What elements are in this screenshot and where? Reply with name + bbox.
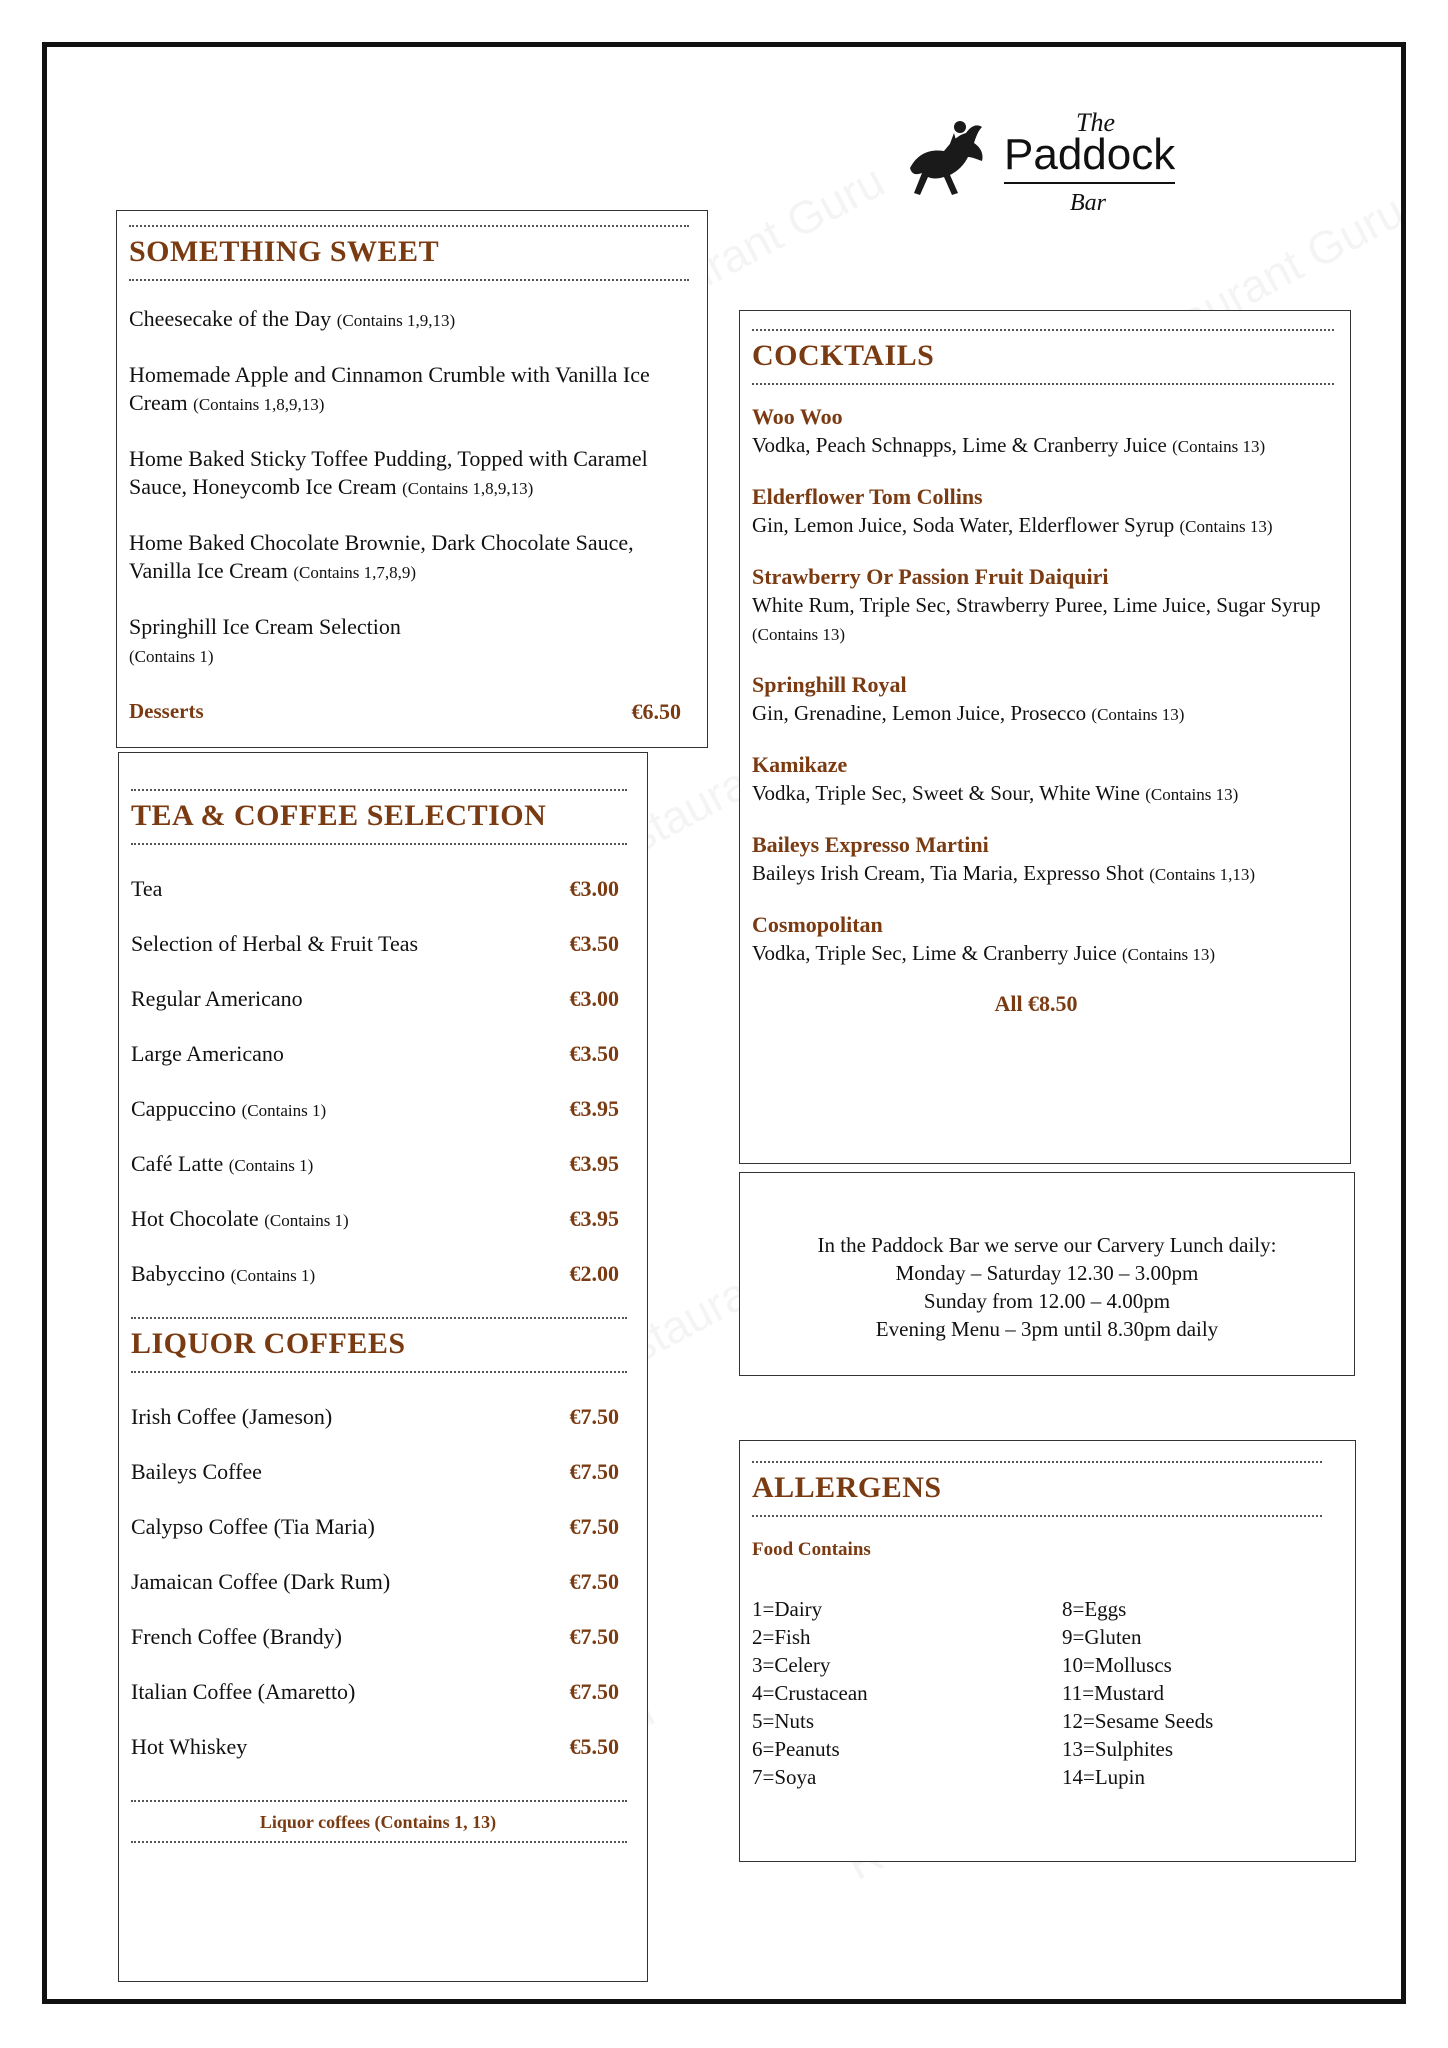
allergen-entry: 12=Sesame Seeds (1062, 1709, 1214, 1733)
carvery-line: In the Paddock Bar we serve our Carvery Lunch daily: (817, 1233, 1277, 1257)
tea-list (131, 861, 619, 1301)
menu-row (131, 1026, 619, 1081)
allergen-entry: 2=Fish (752, 1625, 811, 1649)
allergen-note: (Contains 1,8,9,13) (193, 395, 325, 414)
item-name: Babyccino (131, 1260, 226, 1286)
item-name: Cappuccino (131, 1095, 237, 1121)
dessert-item (129, 529, 689, 587)
allergen-note: (Contains 1) (230, 1265, 316, 1285)
item-label (131, 876, 162, 902)
cocktail-name: Cosmopolitan (752, 912, 883, 937)
cocktails-price: All €8.50 (994, 991, 1078, 1016)
item-name: Large Americano (131, 1040, 284, 1066)
desserts-price-row (129, 699, 681, 725)
allergen-note: (Contains 1,13) (1149, 865, 1255, 884)
allergen-note: (Contains 13) (1091, 705, 1185, 724)
cocktails-section (739, 310, 1351, 1164)
item-name: Calypso Coffee (Tia Maria) (131, 1513, 375, 1539)
cocktail-desc: White Rum, Triple Sec, Strawberry Puree, Lime Juice, Sugar Syrup (752, 593, 1321, 617)
dessert-name: Home Baked Sticky Toffee Pudding, Topped with Caramel Sauce, Honeycomb Ice Cream (129, 446, 648, 499)
cocktail-desc-line (752, 591, 1338, 649)
menu-row (131, 1136, 619, 1191)
allergen-note: (Contains 13) (1172, 437, 1266, 456)
cocktail-list (752, 403, 1338, 969)
section-title: COCKTAILS (752, 339, 935, 372)
cocktail-name: Baileys Expresso Martini (752, 832, 989, 857)
divider (131, 1841, 627, 1843)
allergen-entry: 14=Lupin (1062, 1765, 1146, 1789)
dessert-item (129, 305, 689, 335)
divider (131, 1371, 627, 1373)
item-price: €3.00 (569, 985, 619, 1011)
divider (131, 1800, 627, 1802)
allergen-note: (Contains 13) (1145, 785, 1239, 804)
dessert-name: Springhill Ice Cream Selection (129, 614, 401, 639)
dessert-item (129, 361, 689, 419)
cocktail-item (752, 563, 1338, 649)
item-name: Café Latte (131, 1150, 224, 1176)
item-label (131, 986, 303, 1012)
section-title: TEA & COFFEE SELECTION (131, 799, 547, 832)
divider (752, 1461, 1322, 1463)
dessert-name: Homemade Apple and Cinnamon Crumble with Vanilla Ice Cream (129, 362, 650, 415)
carvery-line: Monday – Saturday 12.30 – 3.00pm (895, 1261, 1199, 1285)
dessert-item (129, 613, 689, 671)
allergen-note: (Contains 1) (228, 1155, 314, 1175)
menu-row (131, 1719, 619, 1774)
dessert-list (129, 305, 689, 671)
section-title: ALLERGENS (752, 1471, 942, 1504)
cocktail-desc: Gin, Lemon Juice, Soda Water, Elderflower Syrup (752, 513, 1175, 537)
item-price: €7.50 (569, 1513, 619, 1539)
allergen-note: (Contains 1) (241, 1100, 327, 1120)
item-label (131, 1206, 349, 1232)
cocktail-desc-line (752, 779, 1338, 809)
allergen-note: (Contains 1,9,13) (336, 311, 456, 330)
allergen-entry: 4=Crustacean (752, 1681, 868, 1705)
menu-row (131, 1389, 619, 1444)
item-price: €3.95 (569, 1150, 619, 1176)
cocktail-item (752, 751, 1338, 809)
desserts-price: €6.50 (631, 699, 681, 724)
cocktail-desc: Vodka, Triple Sec, Lime & Cranberry Juice (752, 941, 1117, 965)
item-price: €7.50 (569, 1403, 619, 1429)
liquor-footer: Liquor coffees (Contains 1, 13) (259, 1812, 497, 1832)
cocktail-item (752, 483, 1338, 541)
allergen-entry: 7=Soya (752, 1765, 817, 1789)
cocktail-desc: Vodka, Peach Schnapps, Lime & Cranberry Juice (752, 433, 1167, 457)
something-sweet-section (116, 210, 708, 748)
item-label (131, 1041, 284, 1067)
cocktail-name: Kamikaze (752, 752, 848, 777)
cocktail-name: Elderflower Tom Collins (752, 484, 983, 509)
cocktail-item (752, 403, 1338, 461)
menu-row (131, 1554, 619, 1609)
allergen-entry: 10=Molluscs (1062, 1653, 1172, 1677)
item-price: €3.00 (569, 875, 619, 901)
allergen-entry: 3=Celery (752, 1653, 831, 1677)
item-label (131, 1096, 326, 1122)
divider (752, 1515, 1322, 1517)
item-name: Hot Whiskey (131, 1733, 248, 1759)
item-price: €7.50 (569, 1623, 619, 1649)
cocktail-desc-line (752, 859, 1338, 889)
allergen-note: (Contains 13) (752, 625, 846, 644)
horse-rider-icon (900, 113, 1000, 208)
liquor-list (131, 1389, 619, 1774)
item-name: Italian Coffee (Amaretto) (131, 1678, 356, 1704)
item-price: €3.95 (569, 1095, 619, 1121)
item-name: Selection of Herbal & Fruit Teas (131, 930, 419, 956)
divider (752, 329, 1334, 331)
item-price: €3.50 (569, 1040, 619, 1066)
allergen-note: (Contains 1) (264, 1210, 349, 1230)
cocktail-desc-line (752, 939, 1338, 969)
section-title: LIQUOR COFFEES (131, 1327, 406, 1360)
cocktail-desc: Gin, Grenadine, Lemon Juice, Prosecco (752, 701, 1087, 725)
section-title: SOMETHING SWEET (129, 235, 440, 268)
desserts-label: Desserts (129, 699, 204, 723)
allergen-entry: 9=Gluten (1062, 1625, 1142, 1649)
divider (131, 1317, 627, 1319)
cocktail-item (752, 831, 1338, 889)
menu-row (131, 1444, 619, 1499)
divider (131, 789, 627, 791)
allergen-entry: 5=Nuts (752, 1709, 815, 1733)
cocktail-item (752, 911, 1338, 969)
menu-row (131, 971, 619, 1026)
item-price: €2.00 (569, 1260, 619, 1286)
menu-row (131, 1664, 619, 1719)
allergen-note: (Contains 13) (1121, 945, 1216, 964)
tea-coffee-section (118, 752, 648, 1982)
item-price: €7.50 (569, 1568, 619, 1594)
menu-row (131, 1609, 619, 1664)
allergen-columns (752, 1595, 1343, 1791)
item-name: Baileys Coffee (131, 1458, 262, 1484)
allergen-note: (Contains 13) (1179, 517, 1273, 536)
carvery-line: Evening Menu – 3pm until 8.30pm daily (875, 1317, 1219, 1341)
item-name: Tea (131, 875, 163, 901)
item-price: €3.50 (569, 930, 619, 956)
allergen-note: (Contains 1,7,8,9) (293, 563, 417, 582)
menu-row (131, 861, 619, 916)
item-price: €3.95 (569, 1205, 619, 1231)
menu-row (131, 916, 619, 971)
item-label (131, 1261, 315, 1287)
menu-row (131, 1499, 619, 1554)
cocktail-desc-line (752, 511, 1338, 541)
item-label (131, 931, 418, 957)
item-name: Regular Americano (131, 985, 303, 1011)
item-label (131, 1151, 313, 1177)
allergens-subtitle: Food Contains (752, 1539, 871, 1560)
cocktail-name: Springhill Royal (752, 672, 907, 697)
allergen-note: (Contains 1,8,9,13) (402, 479, 534, 498)
item-price: €7.50 (569, 1678, 619, 1704)
cocktail-name: Strawberry Or Passion Fruit Daiquiri (752, 564, 1109, 589)
logo-the: The (1076, 108, 1115, 137)
menu-row (131, 1246, 619, 1301)
item-price: €7.50 (569, 1458, 619, 1484)
divider (129, 279, 689, 281)
divider (129, 225, 689, 227)
item-name: French Coffee (Brandy) (131, 1623, 342, 1649)
menu-row (131, 1081, 619, 1136)
divider (131, 843, 627, 845)
allergens-section (739, 1440, 1356, 1862)
cocktail-desc-line (752, 699, 1338, 729)
allergen-note: (Contains 1) (129, 647, 214, 666)
carvery-info-section (739, 1172, 1355, 1376)
allergen-entry: 6=Peanuts (752, 1737, 840, 1761)
logo-name: Paddock (1004, 130, 1175, 184)
logo (900, 108, 1200, 218)
item-name: Hot Chocolate (131, 1205, 259, 1231)
cocktail-desc-line (752, 431, 1338, 461)
cocktail-name: Woo Woo (752, 404, 843, 429)
dessert-item (129, 445, 689, 503)
allergen-entry: 1=Dairy (752, 1597, 823, 1621)
divider (752, 383, 1334, 385)
item-name: Irish Coffee (Jameson) (131, 1403, 333, 1429)
item-name: Jamaican Coffee (Dark Rum) (131, 1568, 391, 1594)
carvery-line: Sunday from 12.00 – 4.00pm (923, 1289, 1171, 1313)
cocktail-item (752, 671, 1338, 729)
cocktail-desc: Vodka, Triple Sec, Sweet & Sour, White Wine (752, 781, 1140, 805)
allergen-list-left (752, 1595, 1062, 1791)
allergen-list-right (1062, 1595, 1322, 1791)
dessert-name: Cheesecake of the Day (129, 306, 332, 331)
allergen-entry: 8=Eggs (1062, 1597, 1127, 1621)
menu-row (131, 1191, 619, 1246)
item-price: €5.50 (569, 1733, 619, 1759)
cocktail-desc: Baileys Irish Cream, Tia Maria, Expresso Shot (752, 861, 1144, 885)
allergen-entry: 13=Sulphites (1062, 1737, 1174, 1761)
logo-bar: Bar (1070, 190, 1106, 216)
allergen-entry: 11=Mustard (1062, 1681, 1165, 1705)
carvery-lines (740, 1231, 1354, 1343)
dessert-name: Home Baked Chocolate Brownie, Dark Chocolate Sauce, Vanilla Ice Cream (129, 530, 634, 583)
